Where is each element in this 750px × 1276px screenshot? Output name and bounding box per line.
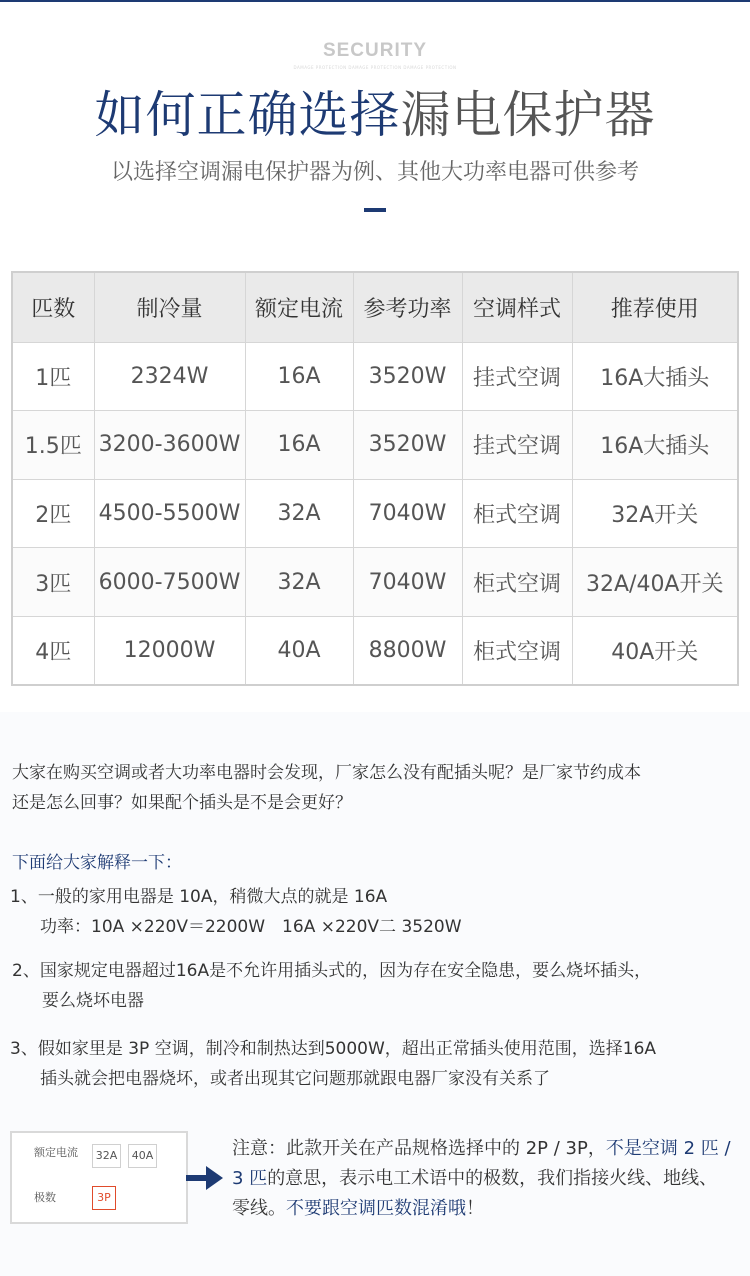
note-part: 的意思，表示电工术语中的极数，我们指接火线、地线、零线。 [232,1168,718,1219]
header-cell: 额定电流 [245,272,353,342]
table-cell: 6000-7500W [94,548,245,617]
point-line: 插头就会把电器烧坏，或者出现其它问题那就跟电器厂家没有关系了 [40,1069,550,1089]
table-cell: 柜式空调 [462,479,572,548]
point-line: 要么烧坏电器 [42,991,144,1011]
table-cell: 挂式空调 [462,411,572,480]
table-row [12,411,738,480]
header-cell: 参考功率 [353,272,462,342]
point-line: 3、假如家里是 3P 空调，制冷和制热达到5000W，超出正常插头使用范围，选择16A [10,1039,657,1059]
rated-current-label: 额定电流 [34,1146,78,1159]
note-part: 注意：此款开关在产品规格选择中的 2P / 3P， [232,1138,606,1159]
intro-paragraph [12,758,742,818]
point-1 [10,882,740,942]
table-cell: 3520W [353,411,462,480]
title-blue-part: 如何正确选择 [94,86,401,144]
table-cell: 16A [245,342,353,411]
table-cell: 32A/40A开关 [572,548,738,617]
intro-line: 大家在购买空调或者大功率电器时会发现，厂家怎么没有配插头呢？是厂家节约成本 [12,763,641,783]
point-line: 2、国家规定电器超过16A是不允许用插头式的，因为存在安全隐患，要么烧坏插头， [12,961,652,981]
table-cell: 32A开关 [572,479,738,548]
note-emphasis: 不是空调 2 匹 / 3 匹 [232,1138,731,1189]
table-cell: 1匹 [12,342,94,411]
note-part: ！ [466,1198,484,1219]
table-cell: 40A开关 [572,616,738,685]
page-subtitle: 以选择空调漏电保护器为例、其他大功率电器可供参考 [110,160,639,185]
table-cell: 7040W [353,548,462,617]
option-40a[interactable]: 40A [128,1144,157,1168]
header-cell: 推荐使用 [572,272,738,342]
spec-table [11,271,739,686]
header-cell: 制冷量 [94,272,245,342]
header-cell: 空调样式 [462,272,572,342]
point-2 [12,956,742,1016]
table-cell: 40A [245,616,353,685]
title-gray-part: 漏电保护器 [400,86,656,144]
table-cell: 3匹 [12,548,94,617]
point-line: 功率：10A ×220V＝2200W 16A ×220V二 3520W [40,917,462,937]
table-cell: 4匹 [12,616,94,685]
poles-label: 极数 [34,1191,56,1204]
page-title [0,83,750,147]
intro-line: 还是怎么回事？如果配个插头是不是会更好？ [12,793,352,813]
table-cell: 16A大插头 [572,411,738,480]
page-header [0,40,750,212]
note-text [232,1134,732,1224]
table-cell: 12000W [94,616,245,685]
spec-option-panel [10,1131,188,1224]
table-cell: 8800W [353,616,462,685]
arrow-right-icon [186,1165,224,1191]
security-sublabel: DAMAGE PROTECTION DAMAGE PROTECTION DAMAGE PROTECTION [293,65,457,70]
table-cell: 7040W [353,479,462,548]
table-cell: 2324W [94,342,245,411]
point-line: 1、一般的家用电器是 10A，稍微大点的就是 16A [10,887,388,907]
table-cell: 4500-5500W [94,479,245,548]
option-32a[interactable]: 32A [92,1144,121,1168]
note-emphasis: 不要跟空调匹数混淆哦 [286,1198,466,1219]
table-cell: 挂式空调 [462,342,572,411]
table-cell: 1.5匹 [12,411,94,480]
table-row [12,342,738,411]
explain-heading: 下面给大家解释一下： [12,853,182,873]
table-cell: 16A [245,411,353,480]
table-cell: 16A大插头 [572,342,738,411]
top-rule [0,0,750,2]
table-cell: 32A [245,479,353,548]
table-cell: 32A [245,548,353,617]
table-row [12,548,738,617]
table-row [12,616,738,685]
title-dash [364,208,386,212]
table-cell: 2匹 [12,479,94,548]
table-cell: 柜式空调 [462,548,572,617]
table-cell: 3520W [353,342,462,411]
table-row [12,479,738,548]
table-cell: 3200-3600W [94,411,245,480]
security-label: SECURITY [322,40,428,61]
header-cell: 匹数 [12,272,94,342]
table-header-row [12,272,738,342]
option-3p[interactable]: 3P [92,1186,116,1210]
point-3 [10,1034,740,1094]
table-cell: 柜式空调 [462,616,572,685]
